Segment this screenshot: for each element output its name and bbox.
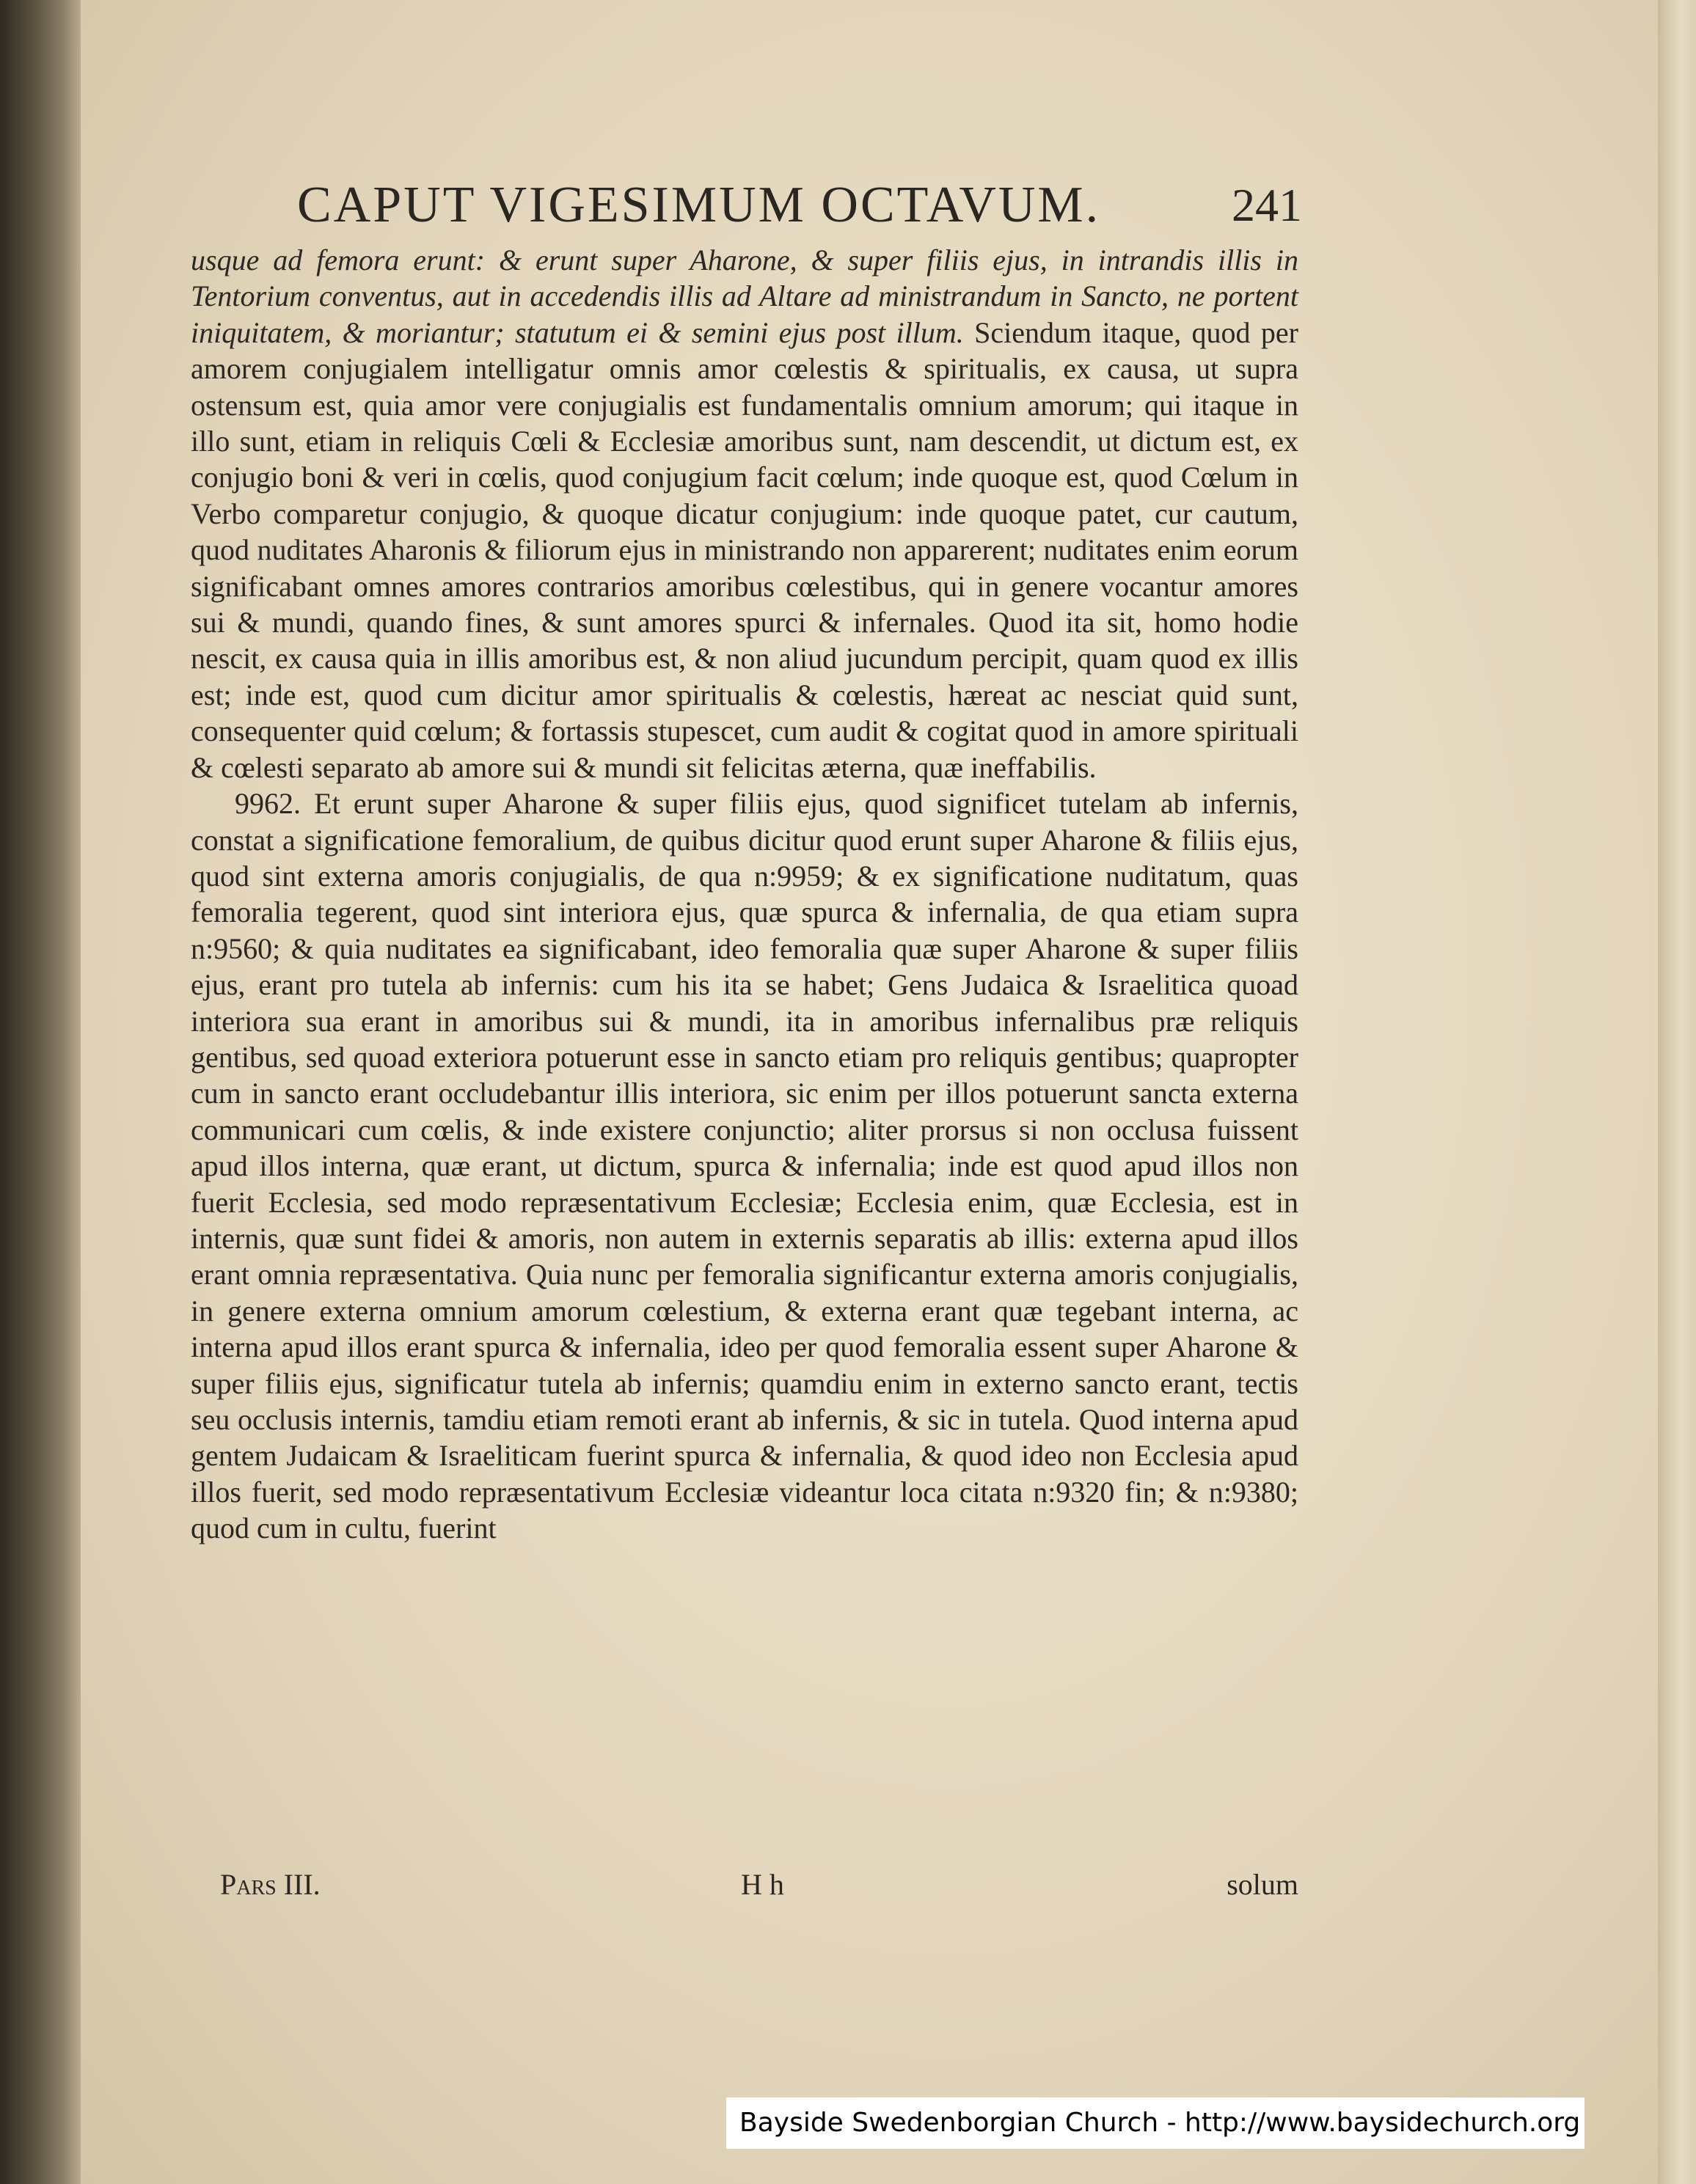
scripture-quote: usque ad femora erunt: & erunt super Aharone, & super filiis ejus, in intrandis illis in Tentorium conventus, aut in accedendis illis ad Altare ad ministrandum in Sancto, ne portent iniquitatem, & moriantur; statutum ei & semini ejus post illum. <box>191 243 1298 349</box>
paragraph-continued <box>191 242 1298 785</box>
running-title: CAPUT VIGESIMUM OCTAVUM. <box>297 177 1101 233</box>
paragraph-text: Sciendum itaque, quod per amorem conjugialem intelligatur omnis amor cœlestis & spiritualis, ex causa, ut supra ostensum est, quia amor vere conjugialis est fundamentalis omnium amorum; qui itaque in illo sunt, etiam in reliquis Cœli & Ecclesiæ amoribus sunt, nam descendit, ut dictum est, ex conjugio boni & veri in cœlis, quod conjugium facit cœlum; inde quoque est, quod Cœlum in Verbo comparetur conjugio, & quoque dicatur conjugium: inde quoque patet, cur cautum, quod nuditates Aharonis & filiorum ejus in ministrando non apparerent; nuditates enim eorum significabant omnes amores contrarios amoribus cœlestibus, qui in genere vocantur amores sui & mundi, quando fines, & sunt amores spurci & infernales. Quod ita sit, homo hodie nescit, ex causa quia in illis amoribus est, & non aliud jucundum percipit, quam quod ex illis est; inde est, quod cum dicitur amor spiritualis & cœlestis, hæreat ac nesciat quid sunt, consequenter quid cœlum; & fortassis stupescet, cum audit & cogitat quod in amore spirituali & cœlesti separato ab amore sui & mundi sit felicitas æterna, quæ ineffabilis. <box>191 315 1298 784</box>
main-text <box>191 242 1298 1547</box>
page-footer <box>220 1863 1298 1907</box>
book-spine-shadow <box>0 0 81 2184</box>
page-edge <box>1658 0 1696 2184</box>
source-watermark <box>726 2097 1584 2149</box>
paragraph-9962: 9962. Et erunt super Aharone & super filiis ejus, quod significet tutelam ab infernis, constat a significatione femoralium, de quibus dicitur quod erunt super Aharone & filiis ejus, quod sint externa amoris conjugialis, de qua n:9959; & ex significatione nuditatum, quas femoralia tegerent, quod sint interiora ejus, quæ spurca & infernalia, de qua etiam supra n:9560; & quia nuditates ea significabant, ideo femoralia quæ super Aharone & super filiis ejus, erant pro tutela ab infernis: cum his ita se habet; Gens Judaica & Israelitica quoad interiora sua erant in amoribus sui & mundi, ita in amoribus infernalibus præ reliquis gentibus, sed quoad exteriora potuerunt esse in sancto etiam pro reliquis gentibus; quapropter cum in sancto erant occludebantur illis interiora, sic enim per illos potuerunt sancta externa communicari cum cœlis, & inde existere conjunctio; aliter prorsus si non occlusa fuissent apud illos interna, quæ erant, ut dictum, spurca & infernalia; inde est quod apud illos non fuerit Ecclesia, sed modo repræsentativum Ecclesiæ; Ecclesia enim, quæ Ecclesia, est in internis, quæ sunt fidei & amoris, non autem in externis separatis ab illis: externa apud illos erant omnia repræsentativa. Quia nunc per femoralia significantur externa amoris conjugialis, in genere externa omnium amorum cœlestium, & externa erant quæ tegebant interna, ac interna apud illos erant spurca & infernalia, ideo per quod femoralia essent super Aharone & super filiis ejus, significatur tutela ab infernis; quamdiu enim in externo sancto erant, tectis seu occlusis internis, tamdiu etiam remoti erant ab infernis, & sic in tutela. Quod interna apud gentem Judaicam & Israeliticam fuerint spurca & infernalia, & quod ideo non Ecclesia apud illos fuerit, sed modo repræsentativum Ecclesiæ videantur loca citata n:9320 fin; & n:9380; quod cum in cultu, fuerint <box>191 787 1298 1545</box>
catchword: solum <box>1227 1868 1298 1901</box>
gathering-mark: H h <box>741 1868 784 1901</box>
page-number: 241 <box>1232 179 1302 231</box>
watermark-text: Bayside Swedenborgian Church - http://www.baysidechurch.org <box>739 2108 1581 2138</box>
volume-signature: Pars III. <box>220 1868 321 1901</box>
running-head <box>297 169 1302 242</box>
